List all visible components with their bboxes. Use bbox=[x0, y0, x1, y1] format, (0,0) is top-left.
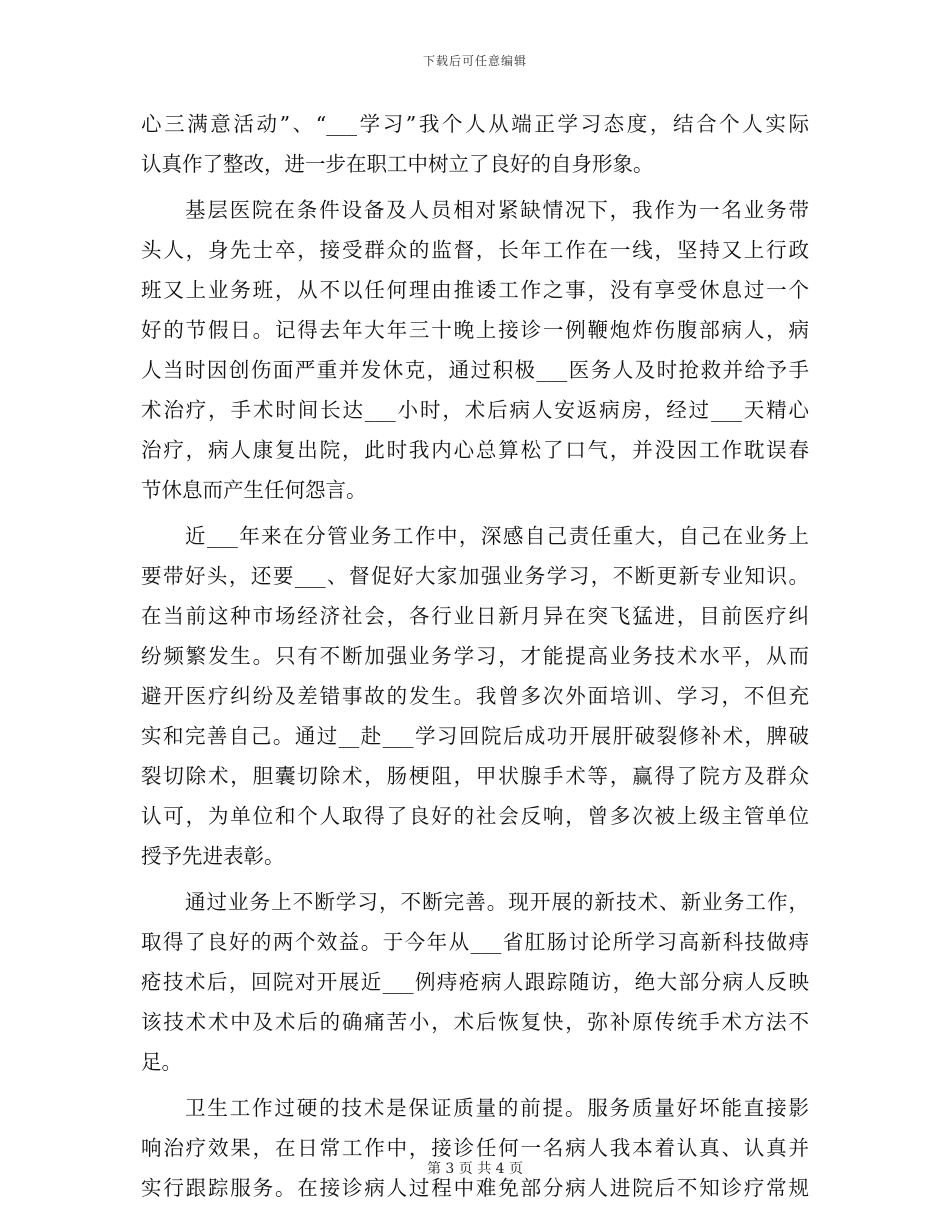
paragraph-line: 实和完善自己。通过__赴___学习回院后成功开展肝破裂修补术，脾破 bbox=[141, 724, 809, 748]
paragraph-line: 疮技术后，回院对开展近___例痔疮病人跟踪随访，绝大部分病人反映 bbox=[141, 970, 809, 994]
paragraph-line: 通过业务上不断学习，不断完善。现开展的新技术、新业务工作， bbox=[185, 890, 809, 914]
paragraph-line: 足。 bbox=[141, 1050, 182, 1074]
paragraph-line: 裂切除术，胆囊切除术，肠梗阻，甲状腺手术等，赢得了院方及群众 bbox=[141, 764, 809, 788]
paragraph-line: 该技术术中及术后的确痛苦小，术后恢复快，弥补原传统手术方法不 bbox=[141, 1010, 809, 1034]
paragraph-line: 避开医疗纠纷及差错事故的发生。我曾多次外面培训、学习，不但充 bbox=[141, 684, 809, 708]
paragraph-line: 基层医院在条件设备及人员相对紧缺情况下，我作为一名业务带 bbox=[185, 198, 809, 222]
paragraph-line: 术治疗，手术时间长达___小时，术后病人安返病房，经过___天精心 bbox=[141, 398, 809, 422]
paragraph-line: 心三满意活动”、“___学习”我个人从端正学习态度，结合个人实际 bbox=[141, 112, 809, 136]
paragraph-line: 头人，身先士卒，接受群众的监督，长年工作在一线，坚持又上行政 bbox=[141, 238, 809, 262]
paragraph-line: 授予先进表彰。 bbox=[141, 844, 285, 868]
paragraph-line: 在当前这种市场经济社会，各行业日新月异在突飞猛进，目前医疗纠 bbox=[141, 604, 809, 628]
paragraph-line: 班又上业务班，从不以任何理由推诿工作之事，没有享受休息过一个 bbox=[141, 278, 809, 302]
paragraph-line: 实行跟踪服务。在接诊病人过程中难免部分病人进院后不知诊疗常规 bbox=[141, 1176, 809, 1200]
paragraph-line: 近___年来在分管业务工作中，深感自己责任重大，自己在业务上 bbox=[185, 524, 809, 548]
paragraph-line: 认可，为单位和个人取得了良好的社会反响，曾多次被上级主管单位 bbox=[141, 804, 809, 828]
paragraph-line: 治疗，病人康复出院，此时我内心总算松了口气，并没因工作耽误春 bbox=[141, 438, 809, 462]
paragraph-line: 取得了良好的两个效益。于今年从___省肛肠讨论所学习高新科技做痔 bbox=[141, 930, 809, 954]
paragraph-line: 节休息而产生任何怨言。 bbox=[141, 478, 367, 502]
paragraph-line: 好的节假日。记得去年大年三十晚上接诊一例鞭炮炸伤腹部病人，病 bbox=[141, 318, 809, 342]
paragraph-line: 纷频繁发生。只有不断加强业务学习，才能提高业务技术水平，从而 bbox=[141, 644, 809, 668]
paragraph-line: 认真作了整改，进一步在职工中树立了良好的自身形象。 bbox=[141, 152, 654, 176]
paragraph-line: 卫生工作过硬的技术是保证质量的前提。服务质量好坏能直接影 bbox=[185, 1096, 809, 1120]
page-number: 第 3 页 共 4 页 bbox=[426, 1161, 524, 1177]
document-body bbox=[141, 104, 809, 1208]
paragraph-line: 响治疗效果，在日常工作中，接诊任何一名病人我本着认真、认真并 bbox=[141, 1136, 809, 1160]
paragraph-line: 人当时因创伤面严重并发休克，通过积极___医务人及时抢救并给予手 bbox=[141, 358, 809, 382]
page-header-note: 下载后可任意编辑 bbox=[422, 54, 527, 68]
paragraph-line: 要带好头，还要___、督促好大家加强业务学习，不断更新专业知识。 bbox=[141, 564, 809, 588]
